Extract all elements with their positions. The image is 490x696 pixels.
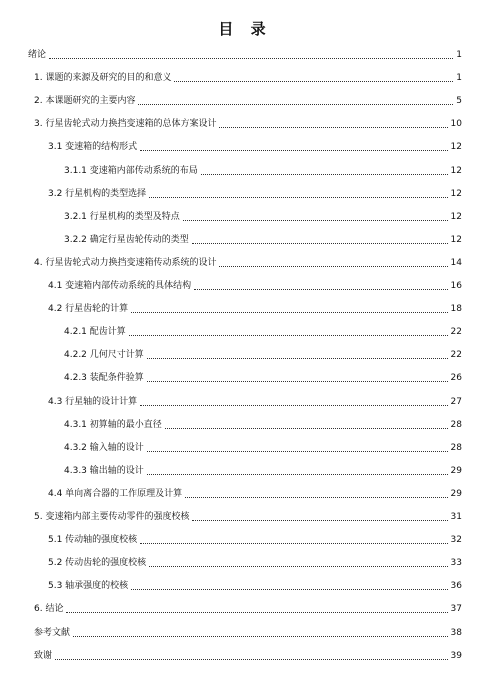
toc-entry-label: 4.3.1 初算轴的最小直径 — [64, 419, 162, 430]
toc-dot-leader — [147, 381, 448, 382]
toc-dot-leader — [147, 358, 448, 359]
toc-entry-label: 3.1.1 变速箱内部传动系统的布局 — [64, 165, 198, 176]
toc-entry-page-number: 36 — [450, 581, 462, 592]
toc-entry-page-number: 12 — [450, 188, 462, 199]
toc-entry[interactable] — [64, 325, 462, 339]
toc-entry[interactable] — [34, 117, 462, 131]
toc-entry-page-number: 12 — [450, 165, 462, 176]
toc-dot-leader — [131, 312, 447, 313]
toc-entry-page-number: 1 — [456, 73, 462, 84]
toc-entry-page-number: 22 — [450, 350, 462, 361]
toc-entry-page-number: 28 — [450, 442, 462, 453]
toc-dot-leader — [201, 174, 448, 175]
toc-entry-label: 4.1 变速箱内部传动系统的具体结构 — [48, 281, 192, 291]
toc-entry[interactable] — [48, 579, 462, 593]
toc-entry-label: 2. 本课题研究的主要内容 — [34, 96, 136, 107]
toc-entry[interactable] — [64, 164, 462, 178]
toc-dot-leader — [192, 520, 447, 521]
toc-entry-page-number: 1 — [456, 50, 462, 60]
toc-entry-label: 6. 结论 — [34, 604, 64, 615]
toc-entry[interactable] — [48, 487, 462, 501]
toc-dot-leader — [140, 150, 447, 151]
toc-entry-page-number: 33 — [450, 558, 462, 569]
toc-dot-leader — [149, 566, 447, 567]
toc-dot-leader — [55, 659, 448, 660]
toc-entry-page-number: 28 — [450, 419, 462, 430]
toc-entry-label: 4.2.2 几何尺寸计算 — [64, 350, 144, 361]
toc-dot-leader — [219, 266, 447, 267]
toc-entry-page-number: 27 — [450, 396, 462, 407]
toc-entry[interactable] — [34, 510, 462, 524]
toc-entry-page-number: 12 — [450, 142, 462, 153]
toc-dot-leader — [138, 104, 453, 105]
toc-entry-label: 4. 行星齿轮式动力换挡变速箱传动系统的设计 — [34, 257, 217, 268]
toc-entry-label: 5. 变速箱内部主要传动零件的强度校核 — [34, 512, 190, 522]
toc-entry[interactable] — [64, 441, 462, 455]
toc-entry-label: 5.1 传动轴的强度校核 — [48, 535, 138, 546]
toc-entry[interactable] — [64, 371, 462, 385]
toc-entry[interactable] — [34, 256, 462, 270]
toc-entry-label: 4.4 单向离合器的工作原理及计算 — [48, 488, 183, 499]
toc-dot-leader — [219, 127, 447, 128]
toc-entry[interactable] — [48, 395, 462, 409]
toc-entry-page-number: 22 — [450, 327, 462, 338]
toc-entry-page-number: 31 — [450, 512, 462, 522]
toc-dot-leader — [49, 58, 453, 59]
toc-entry[interactable] — [64, 210, 462, 224]
toc-dot-leader — [149, 197, 447, 198]
toc-entry[interactable] — [34, 94, 462, 108]
toc-entry[interactable] — [48, 279, 462, 293]
toc-entry-page-number: 37 — [450, 604, 462, 615]
toc-entry-label: 3. 行星齿轮式动力换挡变速箱的总体方案设计 — [34, 119, 217, 130]
toc-entry-label: 致谢 — [34, 650, 53, 661]
toc-dot-leader — [140, 543, 447, 544]
toc-entry-label: 1. 课题的来源及研究的目的和意义 — [34, 73, 172, 84]
toc-dot-leader — [194, 289, 447, 290]
toc-entry-label: 参考文献 — [34, 627, 71, 638]
toc-entry[interactable] — [34, 602, 462, 616]
toc-entry[interactable] — [34, 71, 462, 85]
toc-entry-label: 绪论 — [28, 50, 47, 60]
toc-entry[interactable] — [48, 556, 462, 570]
toc-entry[interactable] — [48, 302, 462, 316]
toc-entry-page-number: 12 — [450, 211, 462, 222]
toc-entry-page-number: 5 — [456, 96, 462, 107]
toc-entry-label: 5.2 传动齿轮的强度校核 — [48, 558, 147, 569]
toc-entry-label: 4.2.3 装配条件验算 — [64, 373, 144, 384]
toc-entry-label: 4.2.1 配齿计算 — [64, 327, 126, 338]
toc-dot-leader — [165, 428, 448, 429]
toc-dot-leader — [185, 497, 447, 498]
toc-entry-label: 4.3.2 输入轴的设计 — [64, 442, 144, 453]
toc-dot-leader — [174, 81, 453, 82]
toc-entry[interactable] — [28, 48, 462, 62]
toc-dot-leader — [73, 636, 448, 637]
toc-dot-leader — [147, 451, 448, 452]
toc-entry-label: 3.2.1 行星机构的类型及特点 — [64, 211, 180, 222]
toc-entry[interactable] — [34, 649, 462, 663]
toc-entry[interactable] — [64, 233, 462, 247]
toc-entry[interactable] — [64, 348, 462, 362]
toc-entry-label: 5.3 轴承强度的校核 — [48, 581, 129, 592]
toc-entry-page-number: 12 — [450, 234, 462, 245]
toc-entry[interactable] — [48, 140, 462, 154]
toc-entry-page-number: 16 — [450, 281, 462, 291]
toc-entry-page-number: 38 — [450, 627, 462, 638]
toc-entry[interactable] — [48, 187, 462, 201]
toc-dot-leader — [66, 612, 447, 613]
toc-title: 目 录 — [218, 20, 272, 38]
toc-entry-label: 4.3 行星轴的设计计算 — [48, 396, 138, 407]
toc-dot-leader — [131, 589, 447, 590]
toc-entry-page-number: 29 — [450, 465, 462, 476]
toc-entry-label: 4.2 行星齿轮的计算 — [48, 304, 129, 315]
toc-entry-page-number: 18 — [450, 304, 462, 315]
toc-dot-leader — [129, 335, 448, 336]
toc-dot-leader — [140, 405, 447, 406]
toc-entry-page-number: 14 — [450, 257, 462, 268]
toc-entry-page-number: 29 — [450, 488, 462, 499]
toc-entry-page-number: 32 — [450, 535, 462, 546]
toc-entry-page-number: 39 — [450, 650, 462, 661]
toc-entry-page-number: 26 — [450, 373, 462, 384]
toc-entry[interactable] — [48, 533, 462, 547]
toc-entry[interactable] — [64, 418, 462, 432]
toc-entry[interactable] — [64, 464, 462, 478]
toc-dot-leader — [192, 243, 448, 244]
toc-entry-label: 4.3.3 输出轴的设计 — [64, 465, 144, 476]
toc-dot-leader — [183, 220, 448, 221]
toc-entry-page-number: 10 — [450, 119, 462, 130]
toc-entry-label: 3.2.2 确定行星齿轮传动的类型 — [64, 234, 189, 245]
toc-entry-label: 3.2 行星机构的类型选择 — [48, 188, 147, 199]
toc-entry[interactable] — [34, 626, 462, 640]
toc-dot-leader — [147, 474, 448, 475]
toc-entry-label: 3.1 变速箱的结构形式 — [48, 142, 138, 153]
